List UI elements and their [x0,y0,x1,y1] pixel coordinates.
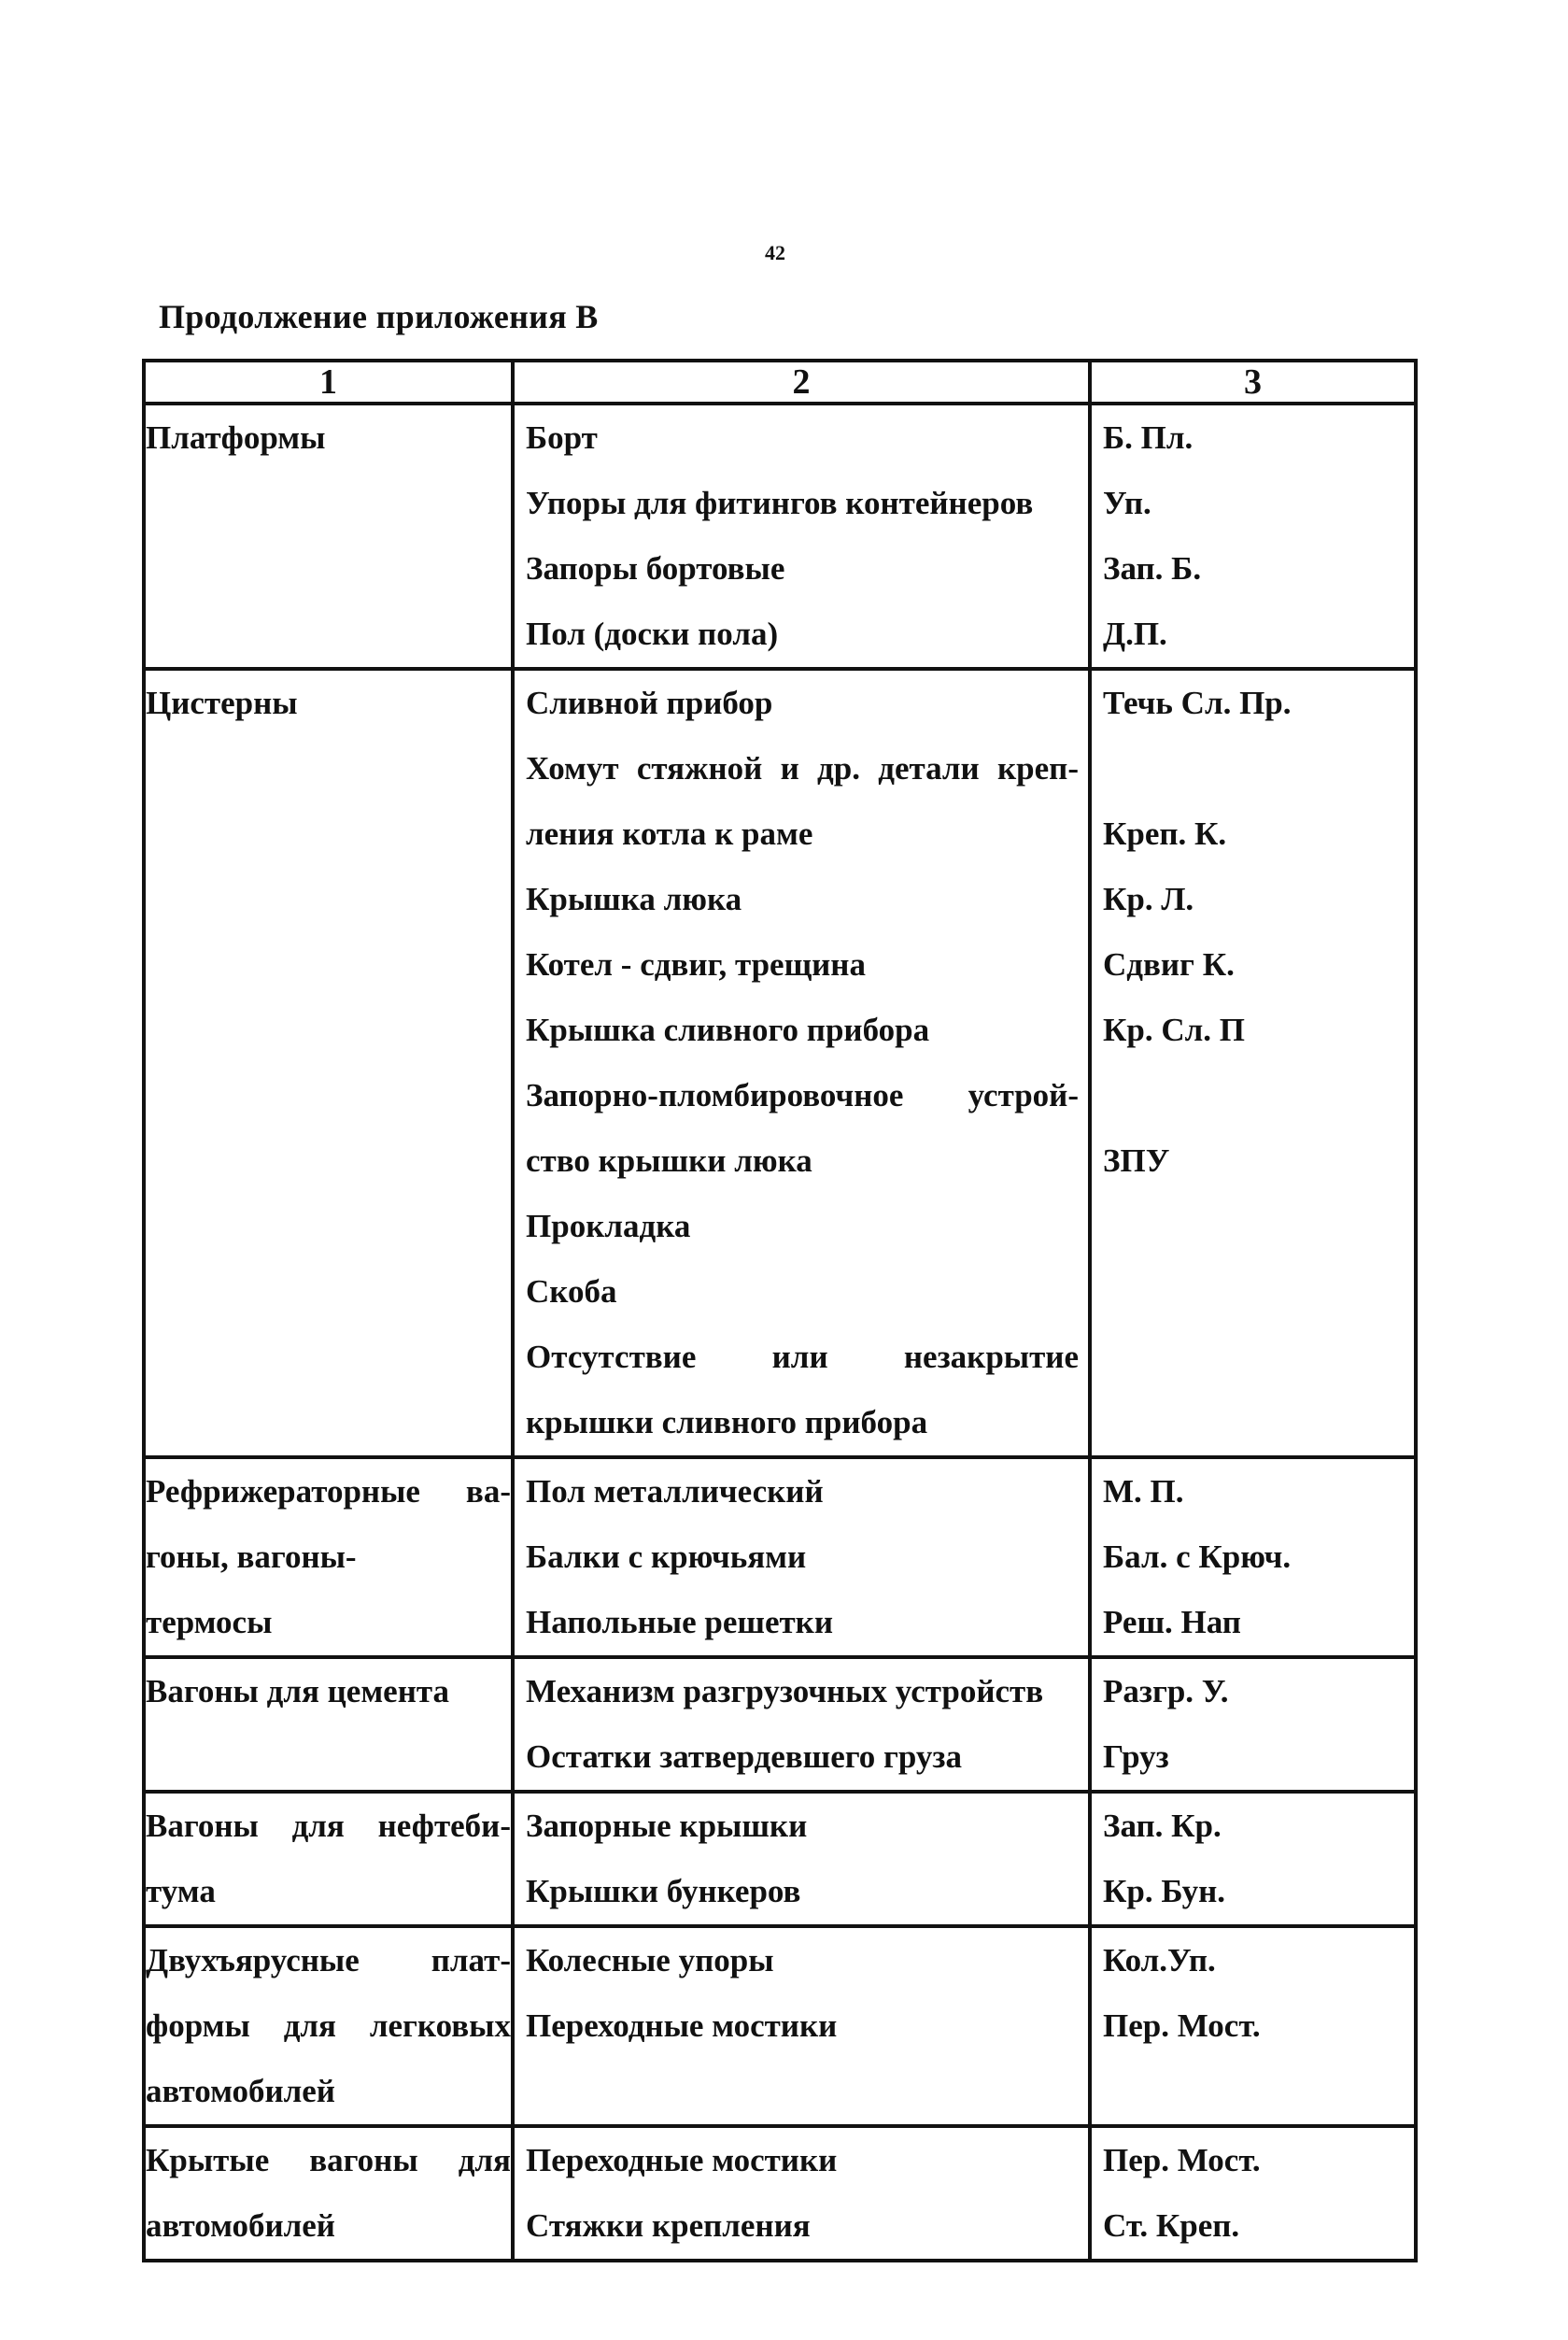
appendix-heading: Продолжение приложения В [159,298,599,335]
defect-items-cell [513,1926,1090,2126]
defect-item: Пол (доски пола) [526,616,779,652]
defect-code: Уп. [1103,485,1151,521]
defect-item: Крышка сливного прибора [526,1012,930,1048]
empty-code-slot [1092,1063,1414,1128]
column-header-2: 2 [513,361,1090,404]
defect-items-cell [513,669,1090,1457]
defect-item: Крышки бункеров [526,1873,801,1909]
defect-code: Кол.Уп. [1103,1942,1216,1978]
wagon-type-cell [144,1792,513,1926]
defect-item: Напольные решетки [526,1604,833,1640]
defect-item: Остатки затвердевшего груза [526,1738,962,1775]
defect-code: Разгр. У. [1103,1673,1229,1709]
defect-item: Переходные мостики [526,2007,838,2044]
table-row [144,1657,1416,1792]
defect-code: ЗПУ [1103,1142,1170,1179]
defect-code: Ст. Креп. [1103,2207,1240,2244]
column-header-1: 1 [144,361,513,404]
defect-codes-cell [1090,404,1416,669]
table-row [144,669,1416,1457]
table-row [144,1457,1416,1657]
wagon-type-line: Вагоны для нефтеби- [146,1808,511,1844]
defect-code: Кр. Бун. [1103,1873,1226,1909]
defect-codes-cell [1090,1657,1416,1792]
defect-code: Сдвиг К. [1103,946,1235,983]
defect-item: Колесные упоры [526,1942,774,1978]
wagon-type-line: Цистерны [146,685,298,721]
defect-item: Упоры для фитингов контейнеров [526,485,1034,521]
table-header-row [144,361,1416,404]
column-header-3: 3 [1090,361,1416,404]
defect-code: Зап. Кр. [1103,1808,1222,1844]
wagon-type-cell [144,404,513,669]
defect-code: Течь Сл. Пр. [1103,685,1292,721]
defect-item: крышки сливного прибора [526,1404,928,1440]
defect-code: Пер. Мост. [1103,2007,1261,2044]
wagon-type-cell [144,1926,513,2126]
defect-item: Борт [526,419,598,456]
wagon-type-line: термосы [146,1604,273,1640]
wagon-type-cell [144,1457,513,1657]
defect-codes-cell [1090,2126,1416,2261]
defect-items-cell [513,1792,1090,1926]
defect-item: Котел - сдвиг, трещина [526,946,866,983]
wagon-type-line: гоны, вагоны- [146,1539,357,1575]
defect-item: ство крышки люка [526,1142,812,1179]
defect-codes-cell [1090,1926,1416,2126]
defect-code: Кр. Л. [1103,881,1194,917]
wagon-type-line: автомобилей [146,2073,335,2109]
defect-codes-cell [1090,1457,1416,1657]
defect-item: Пол металлический [526,1473,824,1510]
defect-item: Переходные мостики [526,2142,838,2178]
defect-item: Механизм разгрузочных устройств [526,1673,1044,1709]
defect-codes-cell [1090,1792,1416,1926]
defect-code: Зап. Б. [1103,550,1202,587]
defects-table [142,359,1418,2262]
defect-item: Хомут стяжной и др. детали креп- [526,750,1079,787]
wagon-type-cell [144,669,513,1457]
wagon-type-line: Вагоны для цемента [146,1673,449,1709]
wagon-type-line: формы для легковых [146,2007,511,2044]
table-row [144,1792,1416,1926]
table-row [144,2126,1416,2261]
defect-item: ления котла к раме [526,815,813,852]
defect-code: Бал. с Крюч. [1103,1539,1292,1575]
defect-code: Б. Пл. [1103,419,1194,456]
defect-code: Реш. Нап [1103,1604,1241,1640]
defect-code: М. П. [1103,1473,1184,1510]
wagon-type-cell [144,1657,513,1792]
wagon-type-line: тума [146,1873,216,1909]
wagon-type-line: Рефрижераторные ва- [146,1473,511,1510]
table-row [144,404,1416,669]
wagon-type-line: Платформы [146,419,326,456]
defect-codes-cell [1090,669,1416,1457]
wagon-type-cell [144,2126,513,2261]
empty-code-slot [1092,736,1414,801]
defect-item: Крышка люка [526,881,742,917]
defect-code: Д.П. [1103,616,1167,652]
wagon-type-line: Крытые вагоны для [146,2142,511,2178]
defect-item: Запоры бортовые [526,550,785,587]
table-row [144,1926,1416,2126]
defect-item: Отсутствие или незакрытие [526,1339,1079,1375]
defect-items-cell [513,404,1090,669]
defect-item: Скоба [526,1273,617,1310]
defect-item: Стяжки крепления [526,2207,811,2244]
wagon-type-line: Двухъярусные плат- [146,1942,511,1978]
defect-items-cell [513,2126,1090,2261]
page-number: 42 [765,241,785,264]
defect-items-cell [513,1457,1090,1657]
defect-code: Пер. Мост. [1103,2142,1261,2178]
defect-item: Запорные крышки [526,1808,808,1844]
defect-code: Груз [1103,1738,1169,1775]
wagon-type-line: автомобилей [146,2207,335,2244]
defect-items-cell [513,1657,1090,1792]
defect-item: Запорно-пломбировочное устрой- [526,1077,1079,1113]
defect-item: Балки с крючьями [526,1539,807,1575]
defect-item: Сливной прибор [526,685,773,721]
defect-code: Кр. Сл. П [1103,1012,1245,1048]
defect-item: Прокладка [526,1208,691,1244]
defect-code: Креп. К. [1103,815,1227,852]
